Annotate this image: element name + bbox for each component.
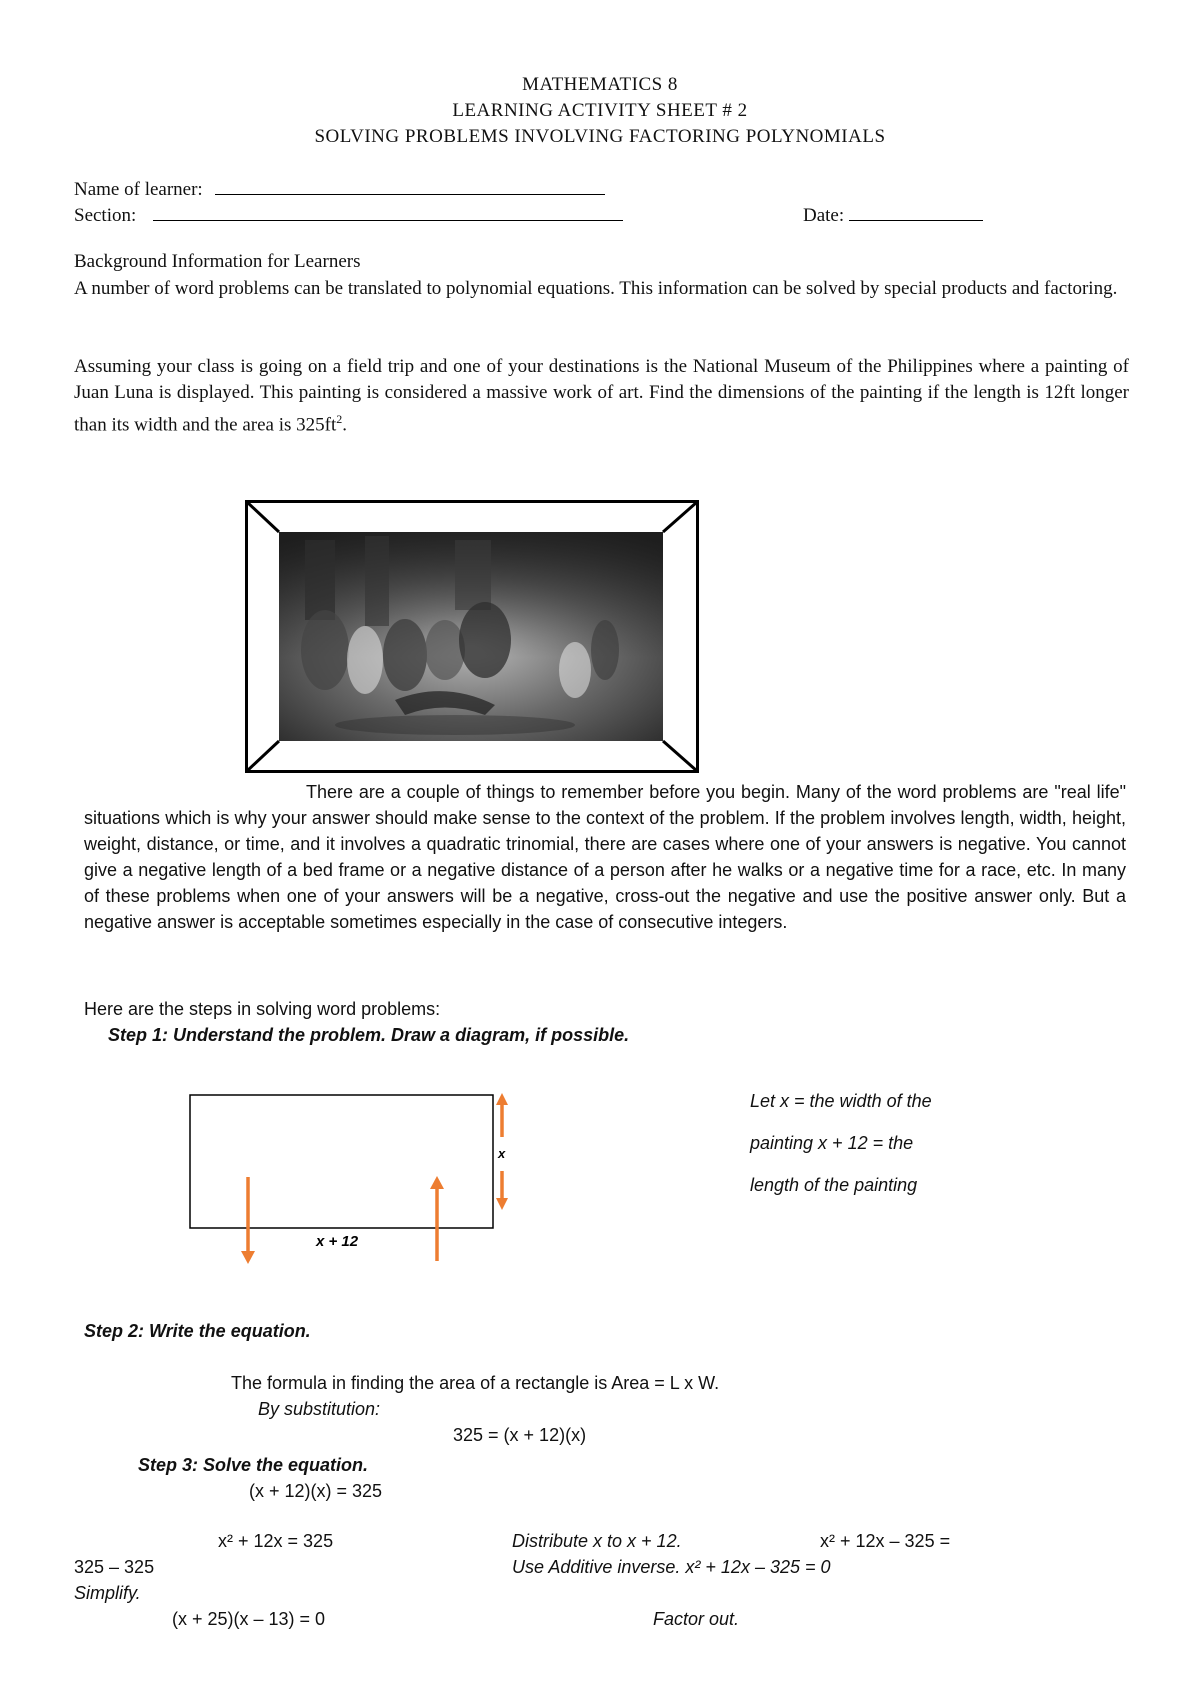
rectangle-diagram — [186, 1085, 516, 1270]
let-line-3: length of the painting — [750, 1175, 918, 1195]
problem-body: Assuming your class is going on a field trip and one of your destinations is the National Museum of the Philippines where a painting of Juan Luna is displayed. This painting is considered a massive work of art. Find the dimensions of the painting if the length is 12ft longer than its width and the area is 325ft — [74, 356, 1129, 436]
date-blank[interactable] — [849, 201, 983, 221]
date-label: Date: — [803, 205, 845, 226]
section-field[interactable] — [74, 201, 623, 229]
reminder-paragraph: There are a couple of things to remember before you begin. Many of the word problems are "real life" situations which is why your answer should make sense to the context of the problem. If the problem involves length, width, height, weight, distance, or time, and it involves a quadratic trinomial, there are cases where one of your answers is negative. You cannot give a negative length of a bed frame or a negative distance of a person after he walks or a negative time for a race, etc. In many of these problems when one of your answers will be a negative, cross-out the negative and use the positive answer only. But a negative answer is acceptable sometimes especially in the case of consecutive integers. — [84, 782, 1126, 932]
name-label: Name of learner: — [74, 179, 203, 200]
painting-frame-svg — [245, 500, 699, 773]
diagram-svg — [186, 1085, 516, 1270]
arrow-length-up — [430, 1176, 444, 1261]
name-blank[interactable] — [215, 175, 605, 195]
let-line-1: Let x = the width of the — [750, 1091, 932, 1111]
step3-simplify: Simplify. — [74, 1583, 141, 1603]
problem-end: . — [342, 414, 347, 436]
problem-text — [74, 354, 1129, 438]
step2-title: Step 2: Write the equation. — [84, 1321, 311, 1341]
step3-equation-2: x² + 12x = 325 — [218, 1531, 334, 1551]
background-text: A number of word problems can be translated to polynomial equations. This information can be solved by special products and factoring. — [74, 278, 1118, 299]
name-field[interactable] — [74, 175, 605, 203]
doc-sheet-number: LEARNING ACTIVITY SHEET # 2 — [452, 100, 748, 121]
arrow-width-up — [496, 1093, 508, 1137]
step3-equation-1: (x + 12)(x) = 325 — [249, 1481, 383, 1501]
additive-inverse-text: Use Additive inverse. x² + 12x – 325 = 0 — [512, 1557, 831, 1577]
background-heading: Background Information for Learners — [74, 251, 361, 272]
step3-equation-3b: 325 – 325 — [74, 1557, 155, 1577]
by-substitution: By substitution: — [258, 1399, 381, 1419]
let-line-2: painting x + 12 = the — [750, 1133, 914, 1153]
step1-title: Step 1: Understand the problem. Draw a diagram, if possible. — [108, 1025, 630, 1045]
doc-subject: MATHEMATICS 8 — [522, 74, 678, 95]
length-label: x + 12 — [316, 1233, 359, 1250]
steps-intro: Here are the steps in solving word problems: — [84, 999, 441, 1019]
step3-title: Step 3: Solve the equation. — [138, 1455, 369, 1475]
problem-exponent: 2 — [336, 412, 343, 426]
arrow-width-down — [496, 1171, 508, 1210]
area-formula: The formula in finding the area of a rectangle is Area = L x W. — [231, 1373, 720, 1393]
step3-note-additive — [512, 1554, 831, 1580]
framed-painting — [245, 500, 699, 773]
step3-note-distribute: Distribute x to x + 12. — [512, 1531, 682, 1551]
section-blank[interactable] — [153, 201, 623, 221]
step3-note-factor: Factor out. — [653, 1609, 740, 1629]
date-field[interactable] — [803, 201, 983, 229]
painting-image — [279, 532, 663, 741]
arrow-length-down — [241, 1177, 255, 1264]
step3-equation-4: (x + 25)(x – 13) = 0 — [172, 1609, 326, 1629]
diagram-rectangle — [190, 1095, 493, 1228]
width-label: x — [498, 1146, 506, 1161]
doc-topic: SOLVING PROBLEMS INVOLVING FACTORING POLYNOMIALS — [314, 126, 886, 147]
step3-equation-3a: x² + 12x – 325 = — [820, 1531, 951, 1551]
substituted-equation: 325 = (x + 12)(x) — [453, 1425, 587, 1445]
section-label: Section: — [74, 205, 137, 226]
